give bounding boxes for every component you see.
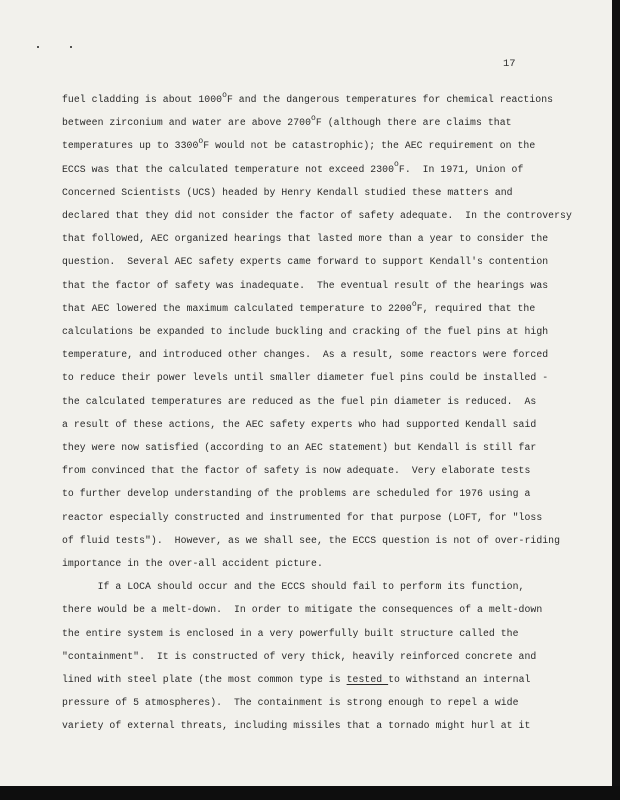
text-line: there would be a melt-down. In order to mitigate the consequences of a melt-down (62, 604, 543, 616)
text-line: of fluid tests"). However, as we shall see, the ECCS question is not of over-riding (62, 534, 561, 546)
text-line: If a LOCA should occur and the ECCS should fail to perform its function, (62, 581, 525, 593)
page-number: 17 (503, 58, 516, 70)
text-line: fuel cladding is about 1000$^o$F and the dangerous temperatures for chemical reactions (62, 90, 554, 105)
text-line: calculations be expanded to include buckling and cracking of the fuel pins at high (62, 326, 549, 338)
text-line: temperatures up to 3300$^o$F would not be catastrophic); the AEC requirement on the (62, 137, 536, 152)
scan-edge (0, 786, 620, 800)
text-line: that the factor of safety was inadequate. The eventual result of the hearings was (62, 279, 549, 291)
text-line: importance in the over-all accident picture. (62, 558, 323, 570)
text-line: ECCS was that the calculated temperature not exceed 2300$^o$F. In 1971, Union of (62, 160, 524, 175)
text-line: they were now satisfied (according to an AEC statement) but Kendall is still far (62, 442, 537, 454)
underlined-word: tested (346, 674, 389, 686)
scan-edge (612, 0, 620, 800)
text-line: between zirconium and water are above 2700$^o$F (although there are claims that (62, 113, 512, 129)
text-line: that AEC lowered the maximum calculated temperature to 2200$^o$F, required that the (62, 299, 536, 314)
text-line: question. Several AEC safety experts came forward to support Kendall's contention (62, 256, 549, 268)
text-line: pressure of 5 atmospheres). The containment is strong enough to repel a wide (62, 697, 519, 709)
text-line: lined with steel plate (the most common type is tested to withstand an internal (62, 674, 531, 686)
text-line: that followed, AEC organized hearings that lasted more than a year to consider the (62, 233, 549, 245)
text-line: temperature, and introduced other changes. As a result, some reactors were forced (62, 349, 549, 361)
text-line: to further develop understanding of the problems are scheduled for 1976 using a (62, 488, 531, 500)
margin-mark (70, 46, 72, 48)
text-line: the entire system is enclosed in a very powerfully built structure called the (62, 627, 519, 639)
text-line: a result of these actions, the AEC safety experts who had supported Kendall said (62, 418, 537, 430)
text-line: declared that they did not consider the factor of safety adequate. In the controversy (62, 210, 572, 222)
text-line: variety of external threats, including missiles that a tornado might hurl at it (62, 720, 531, 732)
text-line: the calculated temperatures are reduced as the fuel pin diameter is reduced. As (62, 395, 537, 407)
text-line: Concerned Scientists (UCS) headed by Henry Kendall studied these matters and (62, 186, 513, 198)
text-line: to reduce their power levels until smaller diameter fuel pins could be installed - (62, 372, 549, 384)
text-line: "containment". It is constructed of very thick, heavily reinforced concrete and (62, 650, 537, 662)
margin-mark (37, 46, 39, 48)
body-text (62, 88, 582, 738)
text-line: reactor especially constructed and instrumented for that purpose (LOFT, for "loss (62, 511, 543, 523)
text-line: from convinced that the factor of safety is now adequate. Very elaborate tests (62, 465, 531, 477)
